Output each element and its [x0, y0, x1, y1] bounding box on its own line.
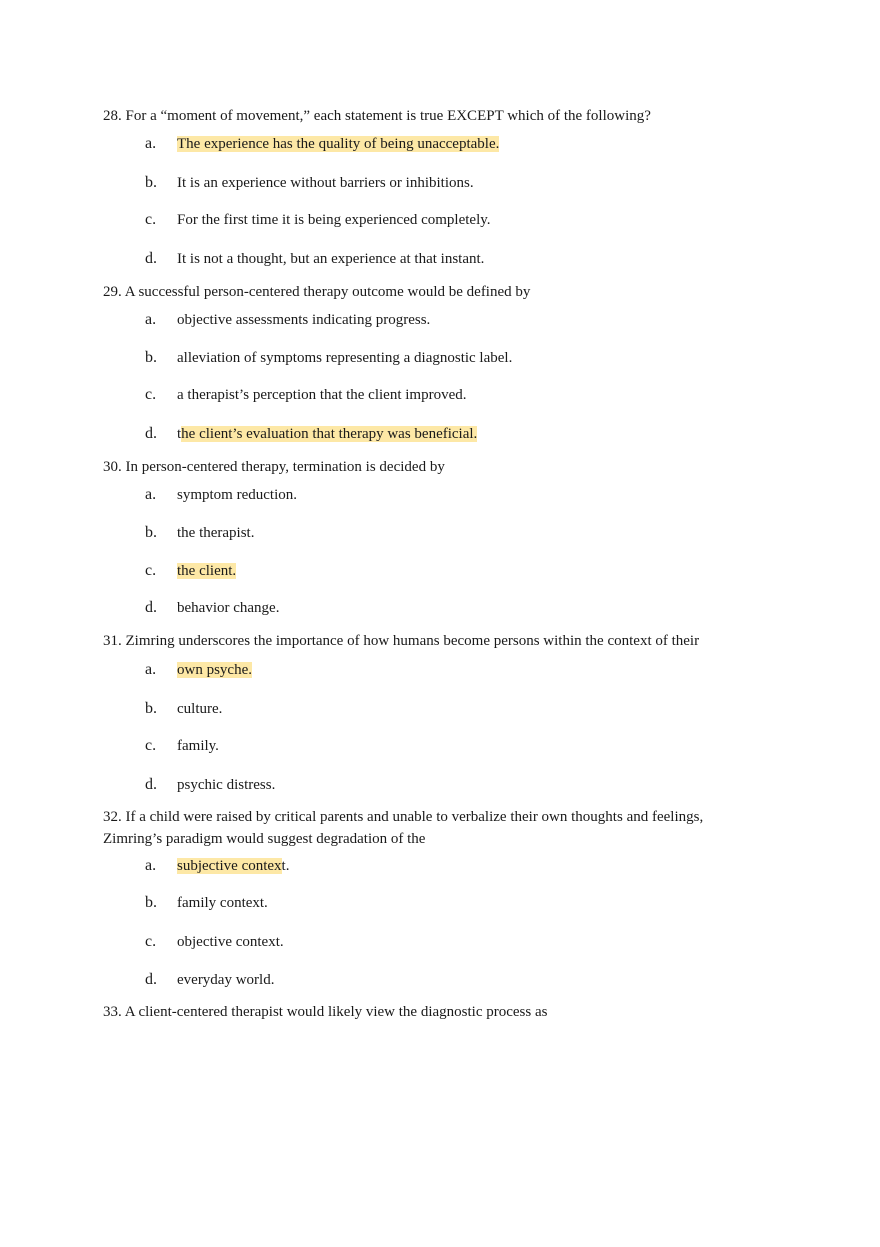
option-letter: a.: [145, 857, 157, 874]
question-number: 33.: [103, 1004, 122, 1020]
option-letter: d.: [145, 425, 157, 442]
option-letter: c.: [145, 737, 157, 754]
option-letter: a.: [145, 135, 157, 152]
option-letter: b.: [145, 894, 157, 911]
question-32: [103, 806, 753, 850]
question-stem: In person-centered therapy, termination is decided by: [125, 459, 445, 475]
option-letter: c.: [145, 211, 157, 228]
option-text: culture.: [177, 701, 223, 717]
option-text: objective context.: [177, 934, 284, 950]
question-33: [103, 1001, 763, 1023]
question-stem: Zimring underscores the importance of how humans become persons within the context of their: [125, 633, 700, 649]
question-number: 28.: [103, 108, 122, 124]
question-31: [103, 630, 763, 652]
option-letter: d.: [145, 599, 157, 616]
question-stem: For a “moment of movement,” each statement is true EXCEPT which of the following?: [125, 108, 651, 124]
question-number: 30.: [103, 459, 122, 475]
option-letter: b.: [145, 700, 157, 717]
highlighted-answer: the client.: [177, 563, 237, 579]
option-letter: c.: [145, 933, 157, 950]
question-stem: If a child were raised by critical parents and unable to verbalize their own thoughts and feelings, Zimring’s paradigm would suggest degradation of the: [103, 809, 704, 847]
option-text: psychic distress.: [177, 777, 276, 793]
highlighted-answer: subjective contex: [177, 858, 282, 874]
question-stem: A successful person-centered therapy outcome would be defined by: [124, 284, 531, 300]
question-stem: A client-centered therapist would likely view the diagnostic process as: [124, 1004, 548, 1020]
option-text: a therapist’s perception that the client improved.: [177, 387, 467, 403]
question-number: 32.: [103, 809, 122, 825]
option-text: subjective context.: [177, 858, 290, 874]
option-letter: c.: [145, 386, 157, 403]
option-text: everyday world.: [177, 972, 275, 988]
option-letter: d.: [145, 971, 157, 988]
option-text: family.: [177, 738, 219, 754]
option-text: It is an experience without barriers or inhibitions.: [177, 175, 474, 191]
highlighted-answer: The experience has the quality of being unacceptable.: [177, 136, 500, 152]
question-30: [103, 456, 763, 478]
option-letter: b.: [145, 524, 157, 541]
option-text: behavior change.: [177, 600, 280, 616]
option-letter: a.: [145, 486, 157, 503]
option-text: alleviation of symptoms representing a diagnostic label.: [177, 350, 513, 366]
option-letter: d.: [145, 250, 157, 267]
option-letter: b.: [145, 174, 157, 191]
option-letter: a.: [145, 661, 157, 678]
question-29: [103, 281, 763, 303]
option-text: family context.: [177, 895, 268, 911]
question-number: 29.: [103, 284, 122, 300]
option-text: objective assessments indicating progress.: [177, 312, 431, 328]
highlighted-answer: he client’s evaluation that therapy was beneficial.: [181, 426, 478, 442]
option-text: It is not a thought, but an experience at that instant.: [177, 251, 485, 267]
option-letter: a.: [145, 311, 157, 328]
question-28: [103, 105, 763, 127]
option-text: For the first time it is being experienced completely.: [177, 212, 491, 228]
option-letter: b.: [145, 349, 157, 366]
option-text: symptom reduction.: [177, 487, 297, 503]
option-text: [177, 133, 499, 155]
option-letter: c.: [145, 562, 157, 579]
option-text: the therapist.: [177, 525, 255, 541]
highlighted-answer: own psyche.: [177, 662, 252, 678]
question-number: 31.: [103, 633, 122, 649]
option-text: [177, 659, 252, 681]
option-text: the client’s evaluation that therapy was beneficial.: [177, 426, 478, 442]
option-text: [177, 560, 236, 582]
option-letter: d.: [145, 776, 157, 793]
